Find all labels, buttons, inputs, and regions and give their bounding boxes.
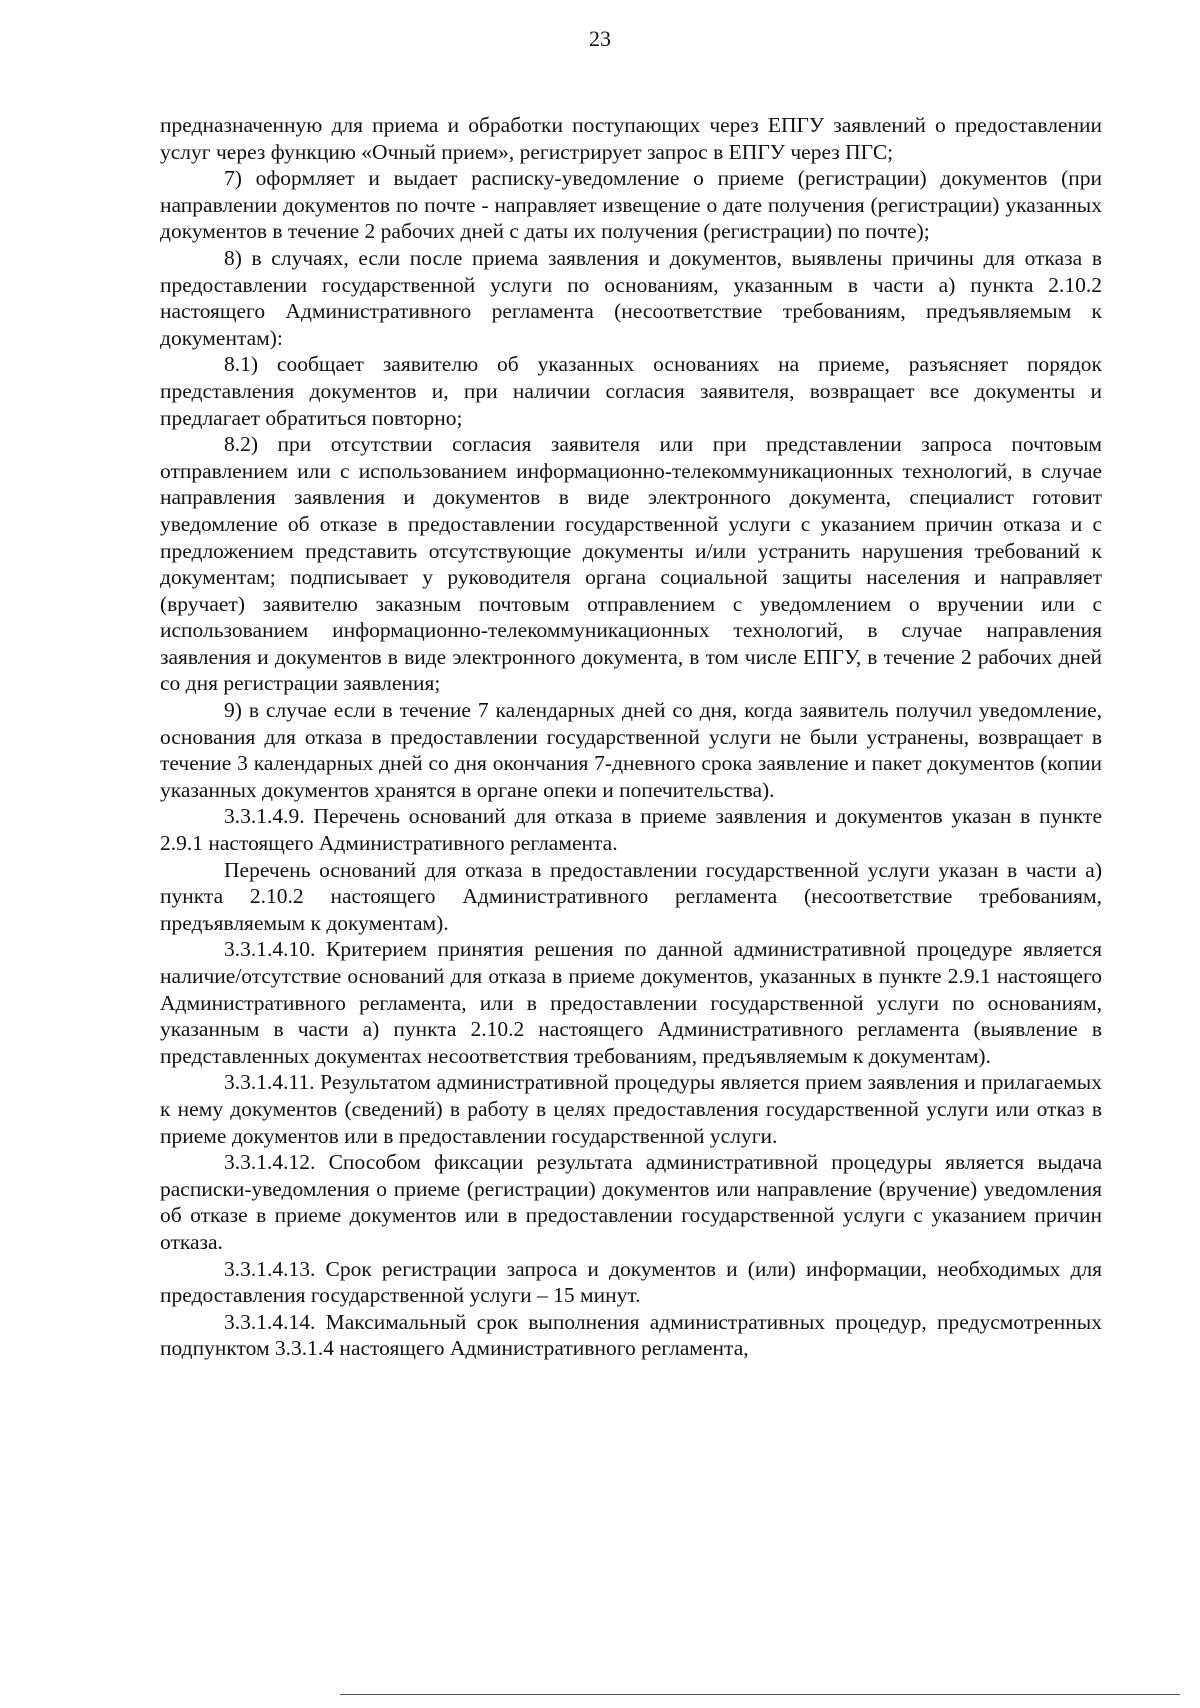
paragraph-clause-3-3-1-4-9: 3.3.1.4.9. Перечень оснований для отказа в приеме заявления и документов указан в пункте 2.9.1 настоящего Административного регламента. — [160, 804, 1102, 856]
paragraph-clause-3-3-1-4-12: 3.3.1.4.12. Способом фиксации результата административной процедуры является выдача расписки-уведомления о приеме (регистрации) документов или направление (вручение) уведомления об отказе в приеме документов или в предоставлении государственной услуги с указанием причин отказа. — [160, 1150, 1102, 1254]
paragraph-clause-3-3-1-4-13: 3.3.1.4.13. Срок регистрации запроса и документов и (или) информации, необходимых для предоставления государственной услуги – 15 минут. — [160, 1256, 1102, 1308]
page-number: 23 — [589, 26, 611, 51]
paragraph-clause-3-3-1-4-10: 3.3.1.4.10. Критерием принятия решения по данной административной процедуре является наличие/отсутствие оснований для отказа в приеме документов, указанных в пункте 2.9.1 настоящего Административного регламента, или в предоставлении государственной услуги по основаниям, указанным в части а) пункта 2.10.2 настоящего Административного регламента (выявление в представленных документах несоответствия требованиям, предъявляемым к документам). — [160, 937, 1102, 1068]
paragraph-item-9: 9) в случае если в течение 7 календарных дней со дня, когда заявитель получил уведомление, основания для отказа в предоставлении государственной услуги не были устранены, возвращает в течение 3 календарных дней со дня окончания 7-дневного срока заявление и пакет документов (копии указанных документов хранятся в органе опеки и попечительства). — [160, 698, 1102, 802]
paragraph-item-8: 8) в случаях, если после приема заявления и документов, выявлены причины для отказа в предоставлении государственной услуги по основаниям, указанным в части а) пункта 2.10.2 настоящего Административного регламента (несоответствие требованиям, предъявляемым к документам): — [160, 245, 1102, 350]
paragraph-clause-3-3-1-4-11: 3.3.1.4.11. Результатом административной процедуры является прием заявления и прилагаемых к нему документов (сведений) в работу в целях предоставления государственной услуги или отказ в приеме документов или в предоставлении государственной услуги. — [160, 1070, 1102, 1148]
paragraph-item-7: 7) оформляет и выдает расписку-уведомление о приеме (регистрации) документов (при направлении документов по почте - направляет извещение о дате получения (регистрации) указанных документов в течение 2 рабочих дней с даты их получения (регистрации) по почте); — [160, 166, 1102, 244]
paragraph-continuation: предназначенную для приема и обработки поступающих через ЕПГУ заявлений о предоставлении услуг через функцию «Очный прием», регистрирует запрос в ЕПГУ через ПГС; — [160, 113, 1102, 164]
paragraph-item-8-1: 8.1) сообщает заявителю об указанных основаниях на приеме, разъясняет порядок представления документов и, при наличии согласия заявителя, возвращает все документы и предлагает обратиться повторно; — [160, 352, 1102, 430]
paragraph-clause-3-3-1-4-14: 3.3.1.4.14. Максимальный срок выполнения административных процедур, предусмотренных подпунктом 3.3.1.4 настоящего Административного регламента, — [160, 1309, 1102, 1361]
footer-rule — [340, 1694, 1180, 1695]
paragraph-clause-3-3-1-4-9-b: Перечень оснований для отказа в предоставлении государственной услуги указан в части а) пункта 2.10.2 настоящего Административного регламента (несоответствие требованиям, предъявляемым к документам). — [160, 857, 1102, 935]
paragraph-item-8-2: 8.2) при отсутствии согласия заявителя или при представлении запроса почтовым отправлением или с использованием информационно-телекоммуникационных технологий, в случае направления заявления и документов в виде электронного документа, специалист готовит уведомление об отказе в предоставлении государственной услуги с указанием причин отказа и с предложением представить отсутствующие документы и/или устранить нарушения требований к документам; подписывает у руководителя органа социальной защиты населения и направляет (вручает) заявителю заказным почтовым отправлением с уведомлением о вручении или с использованием информационно-телекоммуникационных технологий, в случае направления заявления и документов в виде электронного документа, в том числе ЕПГУ, в течение 2 рабочих дней со дня регистрации заявления; — [160, 432, 1102, 696]
document-body — [160, 112, 1102, 1362]
